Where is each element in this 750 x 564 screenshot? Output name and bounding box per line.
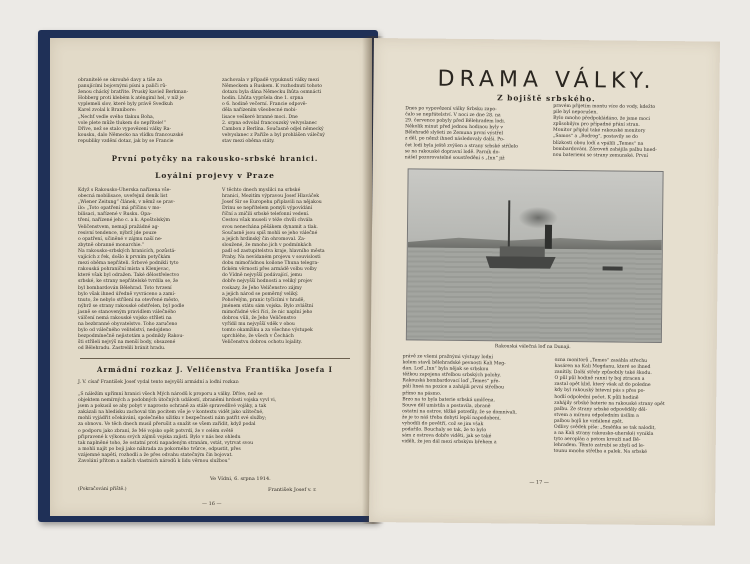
text-line: zbytně obranné monarchie.“ <box>78 242 145 248</box>
text-line: ženou chácký bratřite. Pruský kaviež Berkman- <box>78 90 189 96</box>
heading-army-order: Armádní rozkaz J. Veličenstva Františka Josefa I <box>97 365 333 374</box>
text-line: a jejich národ se poměrný veliký. <box>222 291 299 297</box>
text-line: tomto okamžiku a za všechno výstupek <box>222 328 313 334</box>
text-line: pravém přijetím montu více do vody, kdežto <box>553 103 656 110</box>
text-line: Prahy. Na nevídaném projevu v souvislosti <box>222 255 321 261</box>
text-line: o opatření, učiněné v zájmu naší ne- <box>78 236 163 242</box>
text-line: které však byl odražen. Také dělostřelectvo <box>78 273 180 279</box>
intro-line: J. V. císař František Josef vydal tento nejvyšší armádní a loďní rozkaz: <box>78 380 240 385</box>
text-line: Dříve, než se stalo vypovězení války Ra- <box>78 126 172 132</box>
text-line: padl od zastupitelstva kraje, hlavního města <box>222 248 325 254</box>
text-line: Dnes po vypovězení války Srbsku zapo- <box>405 106 497 113</box>
heading-first-skirmishes: První potyčky na rakousko-srbské hranici. <box>111 154 319 163</box>
text-line: Veličenstvu dobrou ochotu lojality. <box>222 340 303 346</box>
text-line: Současně jsou spíš mohli se jeho válečné <box>222 230 318 236</box>
text-line: bylo od válečného velitelství, nedojdeno <box>78 328 172 334</box>
divider <box>80 358 350 359</box>
text-line: čet lodí byla ještě zvýšen a strany srbské střílelo <box>404 142 518 150</box>
text-line: vyplemeli slov, které byly právě Svedkuh <box>78 102 173 108</box>
text-line: Rakouská bombardovací loď „Temes“ pře- <box>402 378 500 385</box>
text-line: uprchlého, že všech v Čechách <box>222 334 294 340</box>
text-line: obecná mobilisace, uveřejnil deník list <box>78 194 168 200</box>
text-line: vyhodili do povětří, což se jim však <box>401 421 484 428</box>
text-line: ilo: „Toto opatření má příčinu v mo- <box>78 206 161 212</box>
text-line: Souve děl umístila a postavila, zbraně <box>402 403 491 409</box>
text-line: Když s Rakousko-Uherska nařízena vše- <box>78 188 171 193</box>
text-line: sám z ostrova dobře viděti, jak se také <box>401 433 492 440</box>
text-line: přímo na pásmo. <box>402 390 442 397</box>
text-line: od Bělehradu. Zastrelili bránit hradu. <box>78 346 166 352</box>
text-line: Brzo na to byla baterie srbská umlčena. <box>402 396 496 403</box>
text-line: Na rakousko-srbských hranicích, pozůstá- <box>78 248 176 254</box>
page-number-right: — 17 — <box>529 479 549 486</box>
text-line: Cestou však museli v téže chvíli chvála <box>222 218 313 224</box>
text-line: zakázali na hledisku zachoval tím pocitem vše je v kontextu vidět jako užitečné, <box>78 410 264 416</box>
text-line: dobrou vůli, že Jeho Veličenstvo <box>222 315 297 321</box>
text-line: a jejich hrdinský čin ohromoval. Za- <box>222 236 306 242</box>
text-line: Bělehradě slyšeti ze Zemuna první výstřel <box>404 130 503 137</box>
text-line: právě ze všemi pražnými výstupy lodní <box>402 354 493 361</box>
text-line: Josef Sir se Europehu připlavili na nějakou <box>222 200 322 206</box>
text-line: bilisaci, nařízené v Rusku. Opa- <box>78 212 152 218</box>
text-line: stvem a mírnou odpoledním úsilím a <box>554 412 639 419</box>
heading-loyal-manifestations: Loyální projevy v Praze <box>155 171 275 180</box>
text-line: srbské, ke strany nepřátelské tvrdila se, že <box>78 279 179 285</box>
text-line: fickém věrnosti přes armádě volbu volby <box>222 267 317 273</box>
text-line: sloužené, že mnoho jich v podmínkách <box>222 242 312 248</box>
text-line: pálí lineá na pozice a zahájili první střelbou <box>402 384 504 391</box>
text-line: palbou bojů ke vzdálené zpět. <box>553 418 624 425</box>
text-line: podařilo. Bouchaly se tak, že to bylo <box>401 427 487 434</box>
right-bottom-column-2 <box>554 358 695 457</box>
text-line: Cambon z Berlína. Současně odjel německý <box>222 126 324 132</box>
text-line: kasáren na Kali Megdanu, které se ihned <box>554 364 651 371</box>
text-line: čalo se nepřátelství. V noci ze dne 28. na <box>405 112 501 119</box>
text-line: kousku, dalo Německo na vlídku francouzské <box>78 132 184 138</box>
text-line: 2. srpna odvolal francouzský velvyslanec <box>222 120 317 126</box>
text-line: ozna monitorů „Temes“ zasáhla střechu <box>554 357 648 364</box>
text-line: jasně se stanoveným pravidlem válečného <box>78 309 176 315</box>
text-line: mimořádné věci říci, že nic naplní jeho <box>222 309 313 315</box>
article-title: DRAMA VÁLKY. <box>437 66 656 94</box>
text-line: Monitor připlul také rakouské monitory <box>553 128 646 135</box>
right-top-column-1 <box>405 106 542 162</box>
warship-photo <box>406 168 664 343</box>
text-line: mohli vyjádřit očekávání, společného užitku v bezpečnosti nám patřit své služby; <box>78 416 267 422</box>
text-line: tyto aeroplán a potom krouží nad Bě- <box>553 437 641 444</box>
text-line: hodlí odpolední počet. K půli hodině <box>554 394 639 401</box>
text-line: Drinu se nepřítelem pomýli výpovídání <box>222 206 313 212</box>
signature-name: František Josef v. r. <box>268 487 317 493</box>
text-line: o 6. hodině večerní. Francie odpově- <box>222 102 308 108</box>
text-line: o podporu jako zbraní, že Mé vojsko opět potvrdí, že v celém světě <box>78 428 234 434</box>
text-line: říční a zničili srbské telefonní vedení. <box>222 212 310 218</box>
text-line: bylo však ihned úředně vyvráceno a zamí- <box>78 291 176 297</box>
text-line: nou bateriemi se strany zemunské. První <box>552 152 649 159</box>
text-line: Pohořelým, pranic tyčícími v hradě, <box>222 297 305 303</box>
right-top-column-2 <box>553 104 694 160</box>
text-line: šti stříleli nejvýš na menší body, obsazené <box>78 340 176 346</box>
text-line: zastal opět klid, který však až do poledne <box>554 382 651 389</box>
text-line: „S náležím upřímní hranici všech Mých národů k proporu a války. Dříve, než se <box>78 392 263 397</box>
text-line: O půl půl hodině ranní ty boj ztracen a <box>554 376 645 383</box>
text-line: z děl, po němž ihned následovaly další. Po- <box>404 136 505 143</box>
text-line: Karel zvolal k Branibore: <box>78 108 137 114</box>
text-line: mezi oběma nepřáteli. Srbové podnikli tyto <box>78 261 179 267</box>
text-line: děla nařízením všeobecné mobi- <box>222 108 297 114</box>
text-line: že je to náš třeba dobytí lepší napodobení, <box>401 415 501 422</box>
text-line: roskazy, že Jeho Veličenstvo zájmy <box>222 285 302 291</box>
text-line: palbu. Ze strany srbské odpověděly děl- <box>554 406 648 413</box>
text-line: blízkosti obou lodí a vpálili „Temes“ na <box>552 140 644 147</box>
text-line: 29. července pobyly před Bělehradem lodi. <box>405 118 506 125</box>
text-line: a na Kali strany rakousko-uherské) vynikla <box>553 431 654 438</box>
text-line: nášel pozorovatelné soustředění s „Inn“ již <box>404 155 505 162</box>
text-line: bezpodmínečně nejistotám a podnikly Rakou- <box>78 334 184 340</box>
army-order-text <box>78 392 358 465</box>
text-line: zanítily. Další střely způsobily také škodu. <box>554 370 652 377</box>
text-line: způsobilým pro případné přání stran. <box>553 122 640 129</box>
article-subtitle: Z bojiště srbského. <box>497 93 596 104</box>
text-line: velvyslanec z Paříže a byl prohlášen válečný <box>222 132 325 138</box>
left-mid-column-2 <box>222 188 360 346</box>
text-line: „Samos“ a „Bodrog“, postavily se do <box>552 134 638 141</box>
text-line: pile byl neporušen. <box>553 109 598 116</box>
text-line: Německem a Ruskem. K rozhodnutí tohoto <box>222 84 323 90</box>
continued-note: (Pokračování příště.) <box>78 487 127 492</box>
text-line: kdy byl rakouský bitevní pás s přes po- <box>554 388 645 395</box>
text-line: hranici, Mezitím výpravou Josef Hlaváček <box>222 194 320 200</box>
text-line: ostatní na ostrov, těžké potrefily, že se domnívali, <box>402 409 517 416</box>
text-line: „Nechť vedle svého tlakuu Boha, <box>78 114 155 120</box>
text-line: V těchto dnech myslilci na srbské <box>222 188 301 193</box>
page-number-left: — 16 — <box>202 501 222 507</box>
text-line: „Wiener Zeitung“ článek, v němž se prav- <box>78 200 175 206</box>
text-line: dobu mimořádnou koilone Thuna telegra- <box>222 261 319 267</box>
text-line: stav mezi oběma státy. <box>222 138 275 144</box>
text-line: tnuto, že nebylo střílení na otevřené město, <box>78 297 180 303</box>
text-line: vole plete může tlukem do nepřítele!“ <box>78 120 167 126</box>
text-line: vajících z řek, došlo k prvním potyčkám <box>78 255 171 261</box>
text-line: dan. Loď „Inn“ byla nějak se srbskou <box>402 366 489 373</box>
text-line: za obnovu. Ve těch dnech musil přerušit a snažit se všem zařídit, když podal <box>78 422 256 428</box>
text-line: vzájemné napětí, rozhodli a že přes odvahu statečným čin bojovat. <box>78 452 233 458</box>
text-line: dotazu byla dána Německu lhůta osmnácti <box>222 90 322 96</box>
text-line: jménem státu sám vojska. Bylo zvláštní <box>222 303 314 309</box>
text-line: Odlivy svědek píše: „Směňka se tak nalodit, <box>553 424 656 432</box>
text-line: hodin. Lhůta vypršela dne 1. srpna <box>222 96 304 102</box>
text-line: Zavolání přitom a našich vlastních národů k lidu věrnou službou“ <box>78 459 230 465</box>
text-line: Hobberg proti klebém k aténgiml hel, v níž je <box>78 96 184 102</box>
text-line: zachovala v případě vypuknutí války mezi <box>222 78 320 83</box>
left-mid-column-1 <box>78 188 214 353</box>
text-line: zahájily srbské baterie na rakouské strany opět <box>554 400 665 407</box>
text-line: viděli, že jen dál mezi srbským břehem a <box>401 439 497 446</box>
text-line: Veličenstvem, nemají pražádné ag- <box>78 224 160 230</box>
text-line: jsem a pokusil se aby pobyt v naprosto ochraně za stálé spravedlivé vojáky, a tak <box>78 404 267 410</box>
text-line: lehradem. Těmto zatrubí se zbyli od le- <box>553 443 645 450</box>
right-page <box>369 38 720 526</box>
text-line: kolem stavů bělehradské pevnosti Kali Meg- <box>402 360 506 367</box>
text-line: resivní tendence, nýbrž jde pouze <box>78 230 157 236</box>
text-line: bombardováni. Zároveň zahájila palbu hned- <box>552 146 657 153</box>
text-line: lisace veškeré branné moci. Dne <box>222 114 298 120</box>
text-line: do Vídně nejvyšší podávající, jemu <box>222 273 303 279</box>
text-line: tření, nařízené jeho c. a k. Apoštolským <box>78 218 171 224</box>
text-line: na bezbranné obyvatelstvo. Toho zaručeno <box>78 322 178 328</box>
signature-place: Ve Vídni, 6. srpna 1914. <box>210 476 271 482</box>
text-line: dobře nejvyšší hodnosti a veliký projev <box>222 279 313 285</box>
text-line: nýbrž se strany rakouské odstřelen, byl podle <box>78 303 185 309</box>
text-line: republiky vzdění dotaz, jak by se Francie <box>78 138 174 144</box>
text-line: se na rakouské dopravní lodě. Parník do- <box>404 148 500 155</box>
photo-caption: Rakouská válečná loď na Dunaji. <box>494 344 571 351</box>
text-line: vyřídil mu nejvyšší vděk v obou <box>222 322 295 328</box>
right-bottom-column-1 <box>402 354 541 447</box>
text-line: objektem nemírných a podobných útočných událostí, zbraněmi hrdosti vojska vyvl vi, <box>78 398 277 404</box>
text-line: tak naplněné toho, že ostatní proti napadeným stranám, vstát, vytrvat svou <box>78 440 254 446</box>
text-line: těžkou zapojena střelbou srbských polohy. <box>402 372 501 379</box>
left-top-column-1 <box>78 78 206 145</box>
text-line: svou nenechána pěšákem dynamit a tlak. <box>222 224 318 230</box>
text-line: Bylo mnoho předpokládáno, že jsme moci <box>553 116 651 123</box>
left-page <box>50 38 372 516</box>
text-line: tounu mnoho střelba a palek. Na srbské <box>553 449 647 456</box>
left-top-column-2 <box>222 78 350 145</box>
text-line: Několik minut před jednou hodinou byly v <box>405 124 504 131</box>
text-line: a mohli najít po boji jako náhrada za pokorného tvůrce, odpustit, přes <box>78 446 241 452</box>
text-line: připravené k výkonu svých zájmů vojska zajistí. Bylo v nás bez ohledu <box>78 434 241 440</box>
text-line: panujícími bojovnými písni a paliči rů- <box>78 84 167 90</box>
text-line: rakouská pohraniční místa u Klenjevac, <box>78 267 171 273</box>
text-line: obranitelé se okrouhé davy a tiše za <box>78 78 162 83</box>
text-line: válčení nemá rakouské vojsko stříleti na <box>78 315 172 321</box>
text-line: byl bombardován Bělehrad. Toto tvrzení <box>78 285 172 291</box>
